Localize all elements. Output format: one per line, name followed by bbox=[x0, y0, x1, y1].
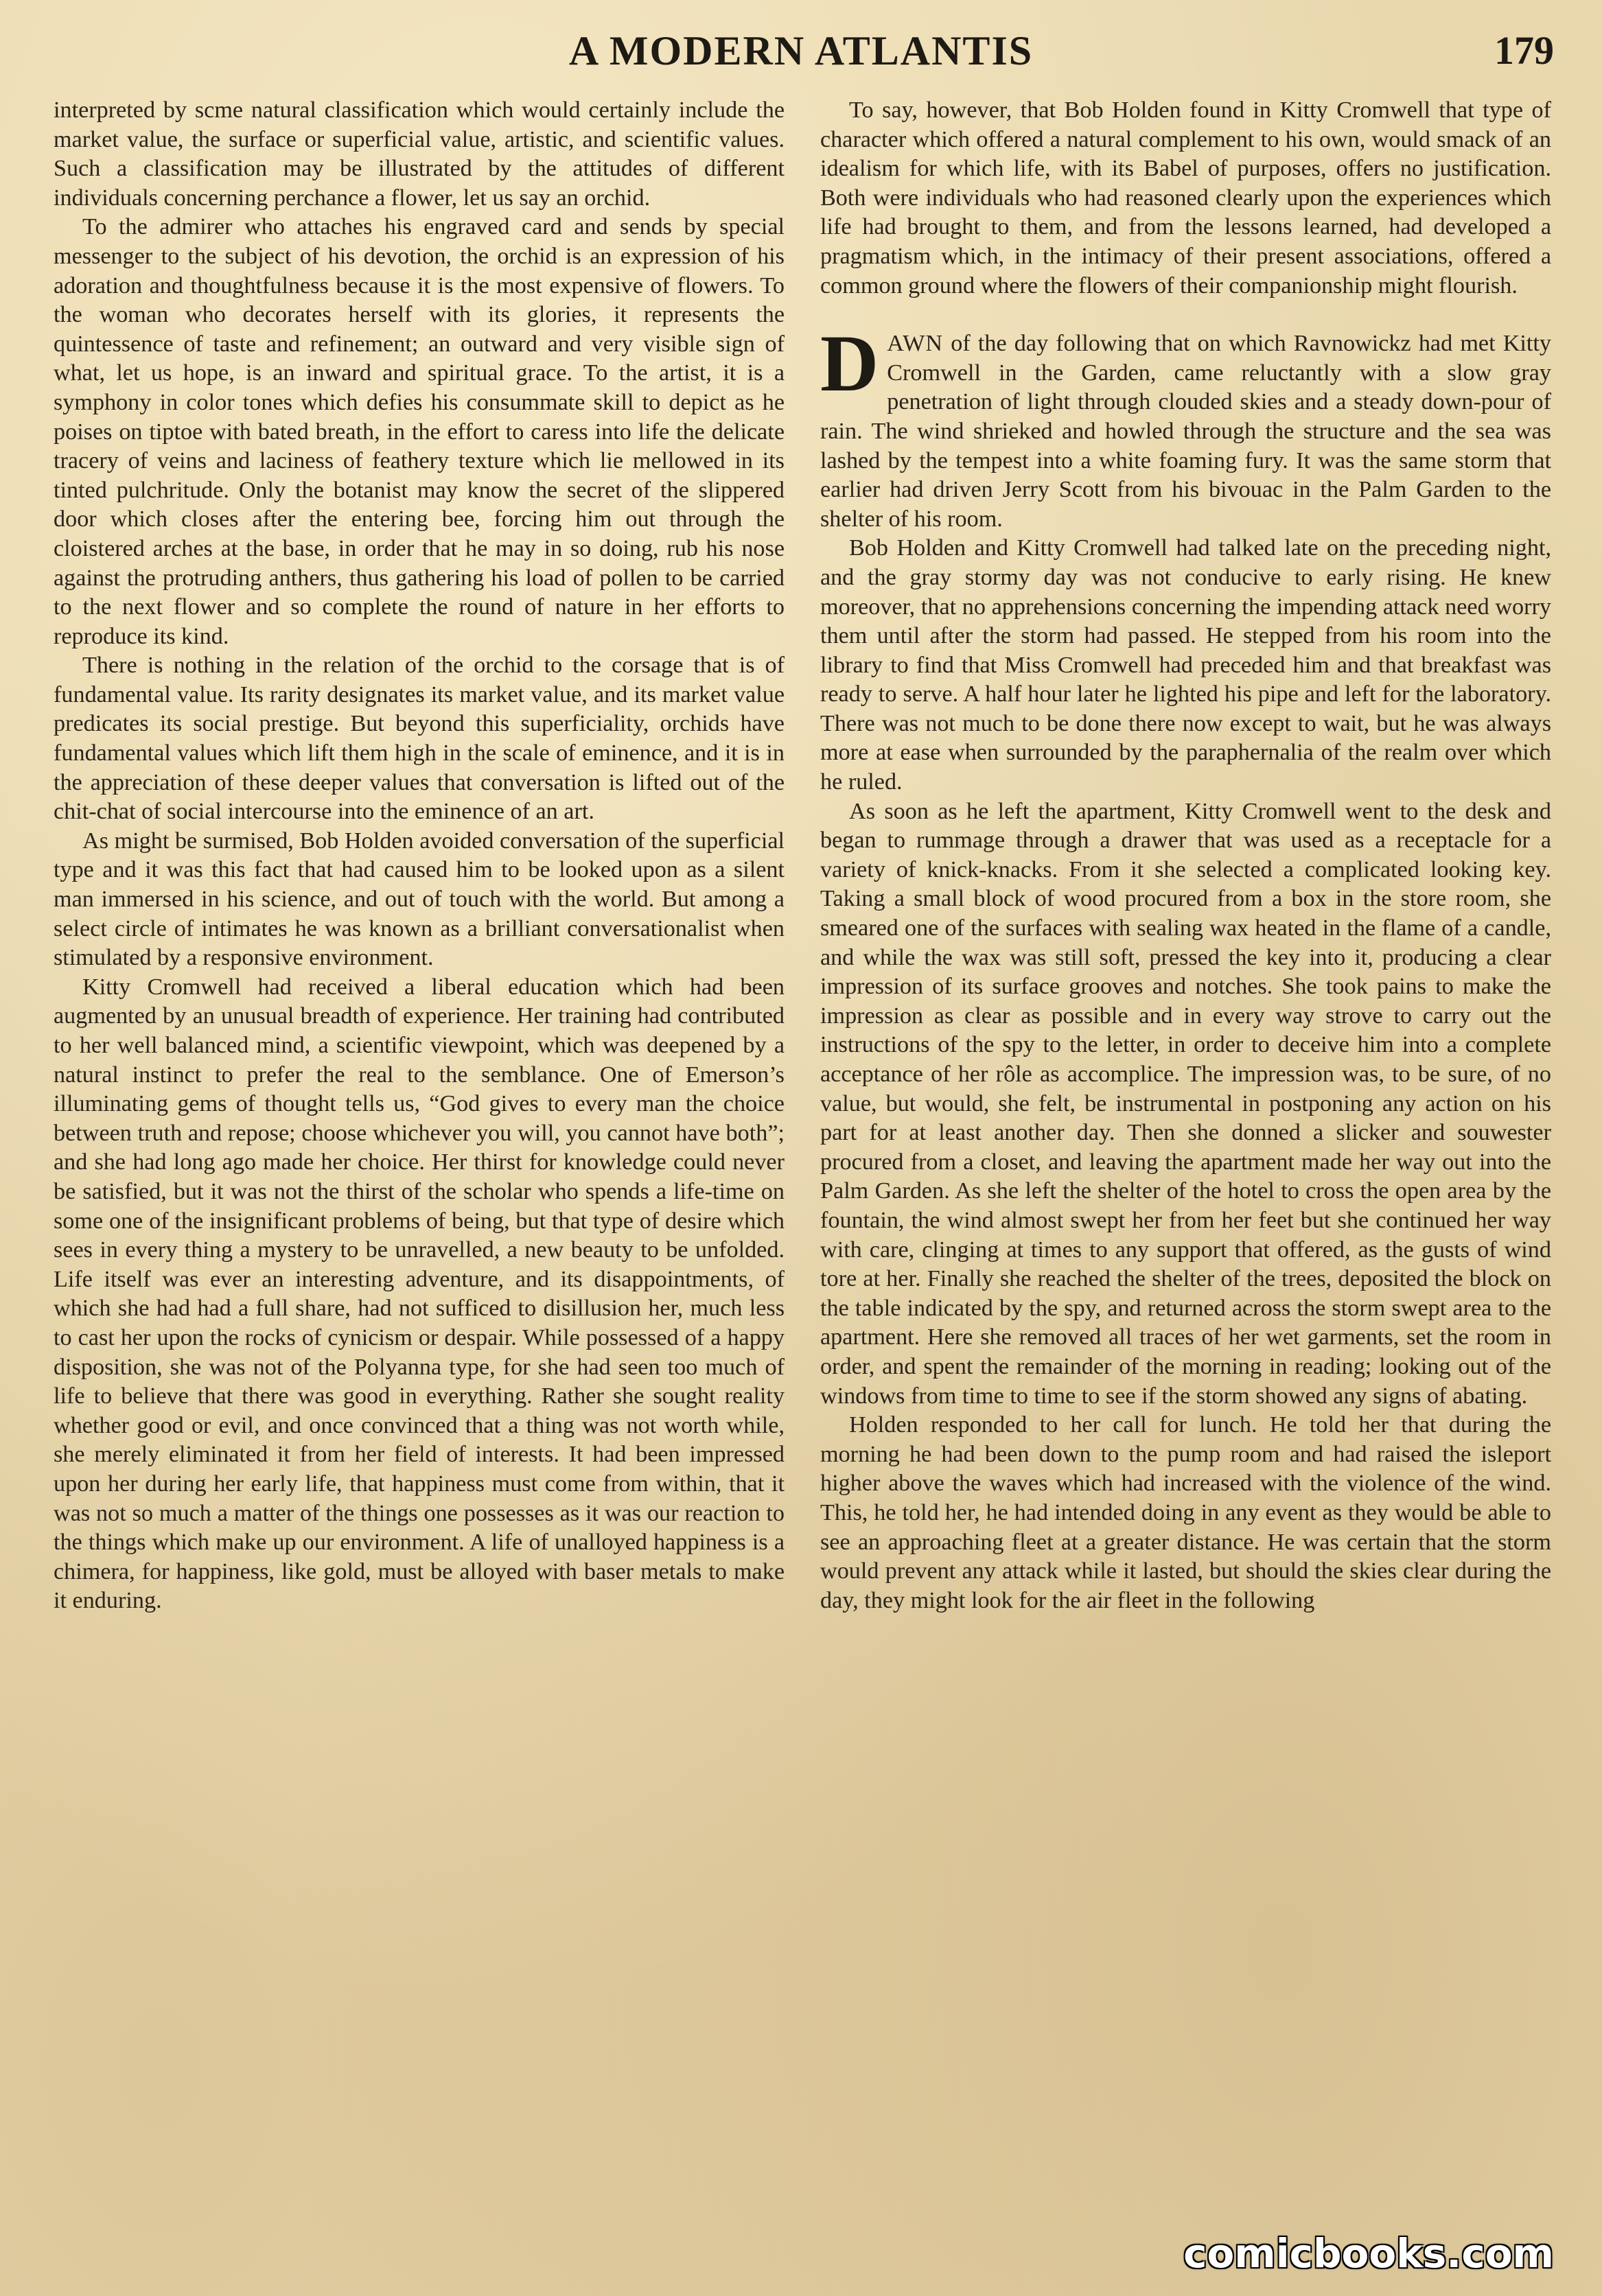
right-column bbox=[820, 96, 1551, 1615]
paragraph: To the admirer who attaches his engraved card and sends by special messenger to the subject of his devotion, the orchid is an expression of his adoration and thoughtfulness because it is the most expensive of flowers. To the woman who decorates herself with its glories, it represents the quintessence of taste and refinement; an outward and very visible sign of what, let us hope, is an inward and spiritual grace. To the artist, it is a symphony in color tones which defies his consummate skill to depict as he poises on tiptoe with bated breath, in the effort to caress into life the delicate tracery of veins and laciness of feathery texture which lie mellowed in its tinted pulchritude. Only the botanist may know the secret of the slippered door which closes after the entering bee, forcing him out through the cloistered arches at the base, in order that he may in so doing, rub his nose against the protruding anthers, thus gathering his load of pollen to be carried to the next flower and so complete the round of nature in her efforts to reproduce its kind. bbox=[54, 214, 785, 649]
site-watermark: comicbooks.com bbox=[1183, 2230, 1554, 2277]
paragraph: To say, however, that Bob Holden found in Kitty Cromwell that type of character which offered a natural complement to his own, would smack of an idealism for which life, with its Babel of purposes, offers no justification. Both were individuals who had reasoned clearly upon the experiences which life had brought to them, and from the lessons learned, had developed a pragmatism which, in the intimacy of their present associations, offered a common ground where the flowers of their companionship might flourish. bbox=[820, 97, 1551, 298]
paragraph: There is nothing in the relation of the orchid to the corsage that is of fundamental value. Its rarity designates its market value, and its market value predicates its social prestige. But beyond this superficiality, orchids have fundamental values which lift them high in the scale of eminence, and it is in the appreciation of these deeper values that conversation is lifted out of the chit-chat of social intercourse into the eminence of an art. bbox=[54, 653, 785, 825]
paragraph: As soon as he left the apartment, Kitty Cromwell went to the desk and began to rummage through a drawer that was used as a receptacle for a variety of knick-knacks. From it she selected a complicated looking key. Taking a small block of wood procured from a box in the store room, she smeared one of the surfaces with sealing wax heated in the flame of a candle, and while the wax was still soft, pressed the key into it, producing a clear impression of its surface grooves and notches. She took pains to make the impression as clear as possible and in every way strove to carry out the instructions of the spy to the letter, in order to deceive him into a complete acceptance of her rôle as accomplice. The impression was, to be sure, of no value, but would, she felt, be instrumental in postponing any action on his part for at least another day. Then she donned a slicker and souwester procured from a closet, and leaving the apartment made her way out into the Palm Garden. As she left the shelter of the hotel to cross the open area by the fountain, the wind almost swept her from her feet but she continued her way with care, clinging at times to any support that offered, as the gusts of wind tore at her. Finally she reached the shelter of the trees, deposited the block on the table indicated by the spy, and returned across the storm swept area to the apartment. Here she removed all traces of her wet garments, set the room in order, and spent the remainder of the morning in reading; looking out of the windows from time to time to see if the storm showed any signs of abating. bbox=[820, 798, 1551, 1409]
drop-cap: D bbox=[820, 318, 879, 409]
section-break bbox=[820, 301, 1551, 329]
left-column bbox=[54, 96, 785, 1616]
paragraph: Kitty Cromwell had received a liberal education which had been augmented by an unusual breadth of experience. Her training had contributed to her well balanced mind, a scientific viewpoint, which was deepened by a natural instinct to prefer the real to the semblance. One of Emerson’s illuminating gems of thought tells us, “God gives to every man the choice between truth and repose; choose whichever you will, you cannot have both”; and she had long ago made her choice. Her thirst for knowledge could never be satisfied, but it was not the thirst of the scholar who spends a life-time on some one of the insignificant problems of being, but that type of desire which sees in every thing a mystery to be unravelled, a new beauty to be unfolded. Life itself was ever an interesting adventure, and its disappointments, of which she had had a full share, had not sufficed to disillusion her, much less to cast her upon the rocks of cynicism or despair. While possessed of a happy disposition, she was not of the Polyanna type, for she had seen too much of life to believe that there was good in everything. Rather she sought reality whether good or evil, and once convinced that a thing was not worth while, she merely eliminated it from her field of interests. It had been impressed upon her during her early life, that happiness must come from within, that it was not so much a matter of the things one possesses as it was our reaction to the things which make up our environment. A life of unalloyed happiness is a chimera, for happiness, like gold, must be alloyed with baser metals to make it enduring. bbox=[54, 974, 785, 1614]
running-title: A MODERN ATLANTIS bbox=[568, 28, 1034, 73]
page-number: 179 bbox=[1494, 28, 1554, 73]
dropcap-paragraph-text: of the day following that on which Ravnowickz had met Kitty Cromwell in the Garden, came reluctantly with a slow gray penetration of light through clouded skies and a steady down-pour of rain. The wind shrieked and howled through the structure and the sea was lashed by the tempest into a white foaming fury. It was the same storm that earlier had driven Jerry Scott from his bivouac in the Palm Garden to the shelter of his room. bbox=[820, 331, 1551, 532]
dropcap-lead-word: AWN bbox=[887, 331, 944, 357]
paragraph: Holden responded to her call for lunch. He told her that during the morning he had been down to the pump room and had raised the isleport higher above the waves which had increased with the violence of the wind. This, he told her, he had intended doing in any event as they would be able to see an approaching fleet at a greater distance. He was certain that the storm would prevent any attack while it lasted, but should the skies clear during the day, they might look for the air fleet in the following bbox=[820, 1412, 1551, 1613]
paragraph: interpreted by scme natural classification which would certainly include the market value, the surface or superficial value, artistic, and scientific values. Such a classification may be illustrated by the attitudes of different individuals concerning perchance a flower, let us say an orchid. bbox=[54, 97, 785, 211]
dropcap-paragraph bbox=[820, 318, 1551, 534]
paragraph: Bob Holden and Kitty Cromwell had talked late on the preceding night, and the gray stormy day was not conducive to early rising. He knew moreover, that no apprehensions concerning the impending attack need worry them until after the storm had passed. He stepped from his room into the library to find that Miss Cromwell had preceded him and that breakfast was ready to serve. A half hour later he lighted his pipe and left for the laboratory. There was not much to be done there now except to wait, but he was always more at ease when surrounded by the paraphernalia of the realm over which he ruled. bbox=[820, 535, 1551, 795]
page-header bbox=[0, 21, 1602, 82]
paragraph: As might be surmised, Bob Holden avoided conversation of the superficial type and it was this fact that had caused him to be looked upon as a silent man immersed in his science, and out of touch with the world. But among a select circle of intimates he was known as a brilliant conversationalist when stimulated by a responsive environment. bbox=[54, 828, 785, 971]
